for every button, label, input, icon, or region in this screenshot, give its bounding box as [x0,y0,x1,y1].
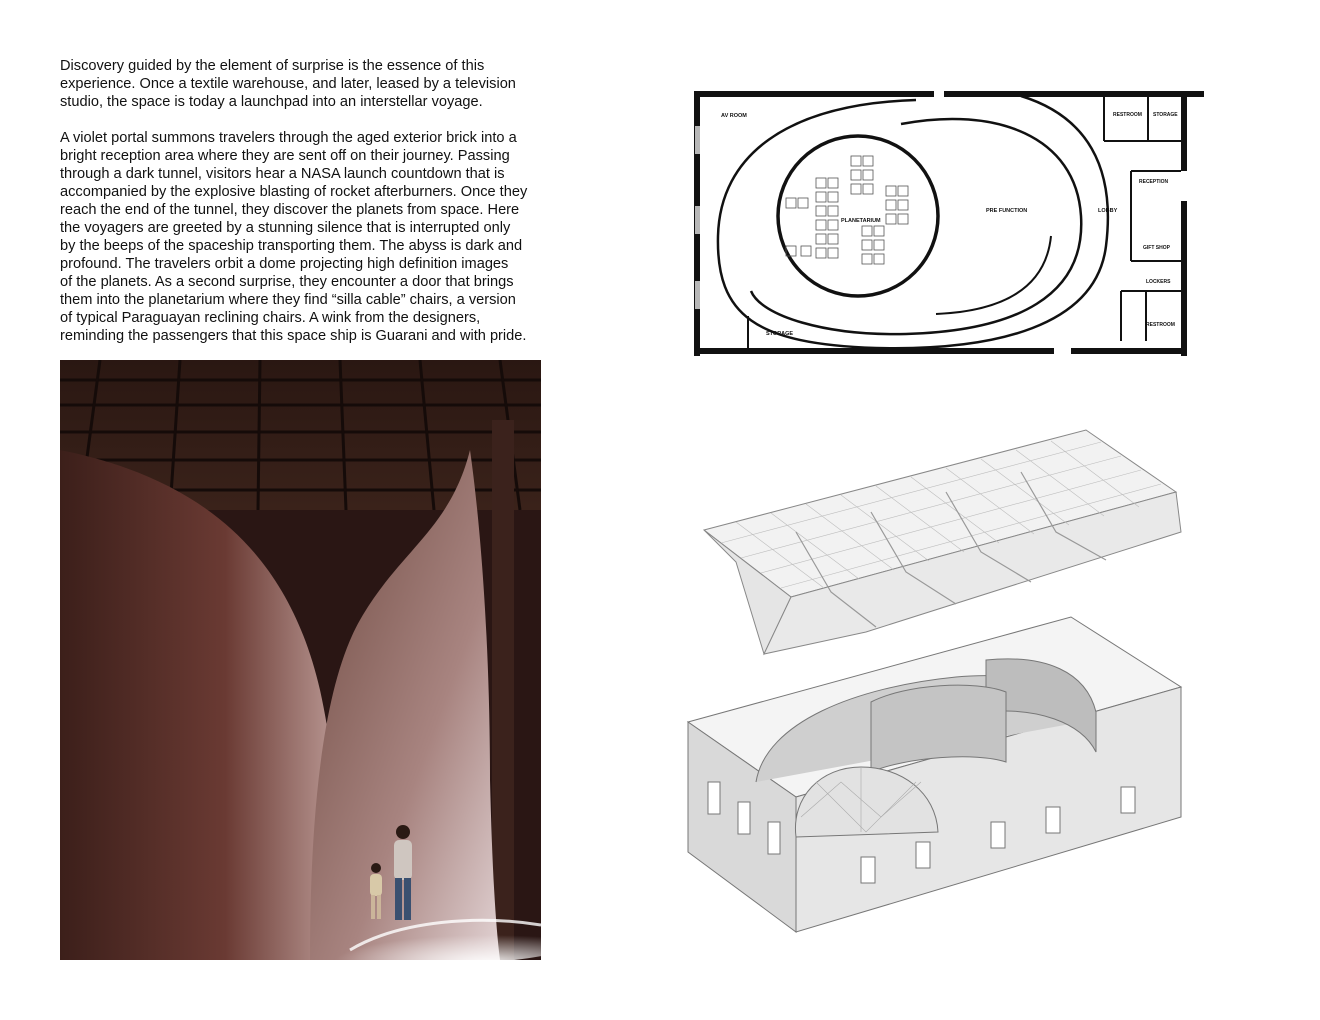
roof-assembly [704,430,1181,654]
interior-rendering-graphic [60,360,541,960]
interior-rendering [60,360,541,960]
label-storage-bottom: STORAGE [766,331,794,337]
label-av-room: AV ROOM [721,113,747,119]
description-text [60,57,555,363]
label-storage-top: STORAGE [1153,112,1178,118]
axonometric-drawing [676,422,1206,942]
planetarium-seats [786,156,908,264]
floor-plan [676,86,1220,358]
building-shell [688,617,1181,932]
floor-plan-drawing [676,86,1220,358]
paragraph-intro: Discovery guided by the element of surprise is the essence of this experience. Once a textile warehouse, and later, leased by a television studio, the space is today a launchpad into an interstellar voyage. [60,58,516,110]
label-pre-function: PRE FUNCTION [986,208,1028,214]
paragraph-journey: A violet portal summons travelers through the aged exterior brick into a bright reception area where they are sent off on their journey. Passing through a dark tunnel, visitors hear a NASA launch countdown that is accompanied by the explosive blasting of rocket afterburners. Once they reach the end of the tunnel, they discover the planets from space. Here the voyagers are greeted by a stunning silence that is interrupted only by the beeps of the spaceship transporting them. The abyss is dark and profound. The travelers orbit a dome projecting high definition images of the planets. As a second surprise, they encounter a door that brings them into the planetarium where they find “silla cable” chairs, a version of typical Paraguayan reclining chairs. A wink from the designers, reminding the passengers that this space ship is Guarani and with pride. [60,130,528,344]
label-planetarium: PLANETARIUM [841,218,881,224]
label-reception: RECEPTION [1139,179,1169,185]
label-lockers: LOCKERS [1146,279,1171,285]
exploded-axonometric [676,422,1206,942]
label-restroom-bottom: RESTROOM [1146,322,1175,328]
label-lobby: LOBBY [1098,208,1118,214]
label-gift-shop: GIFT SHOP [1143,245,1170,251]
label-restroom-top: RESTROOM [1113,112,1142,118]
